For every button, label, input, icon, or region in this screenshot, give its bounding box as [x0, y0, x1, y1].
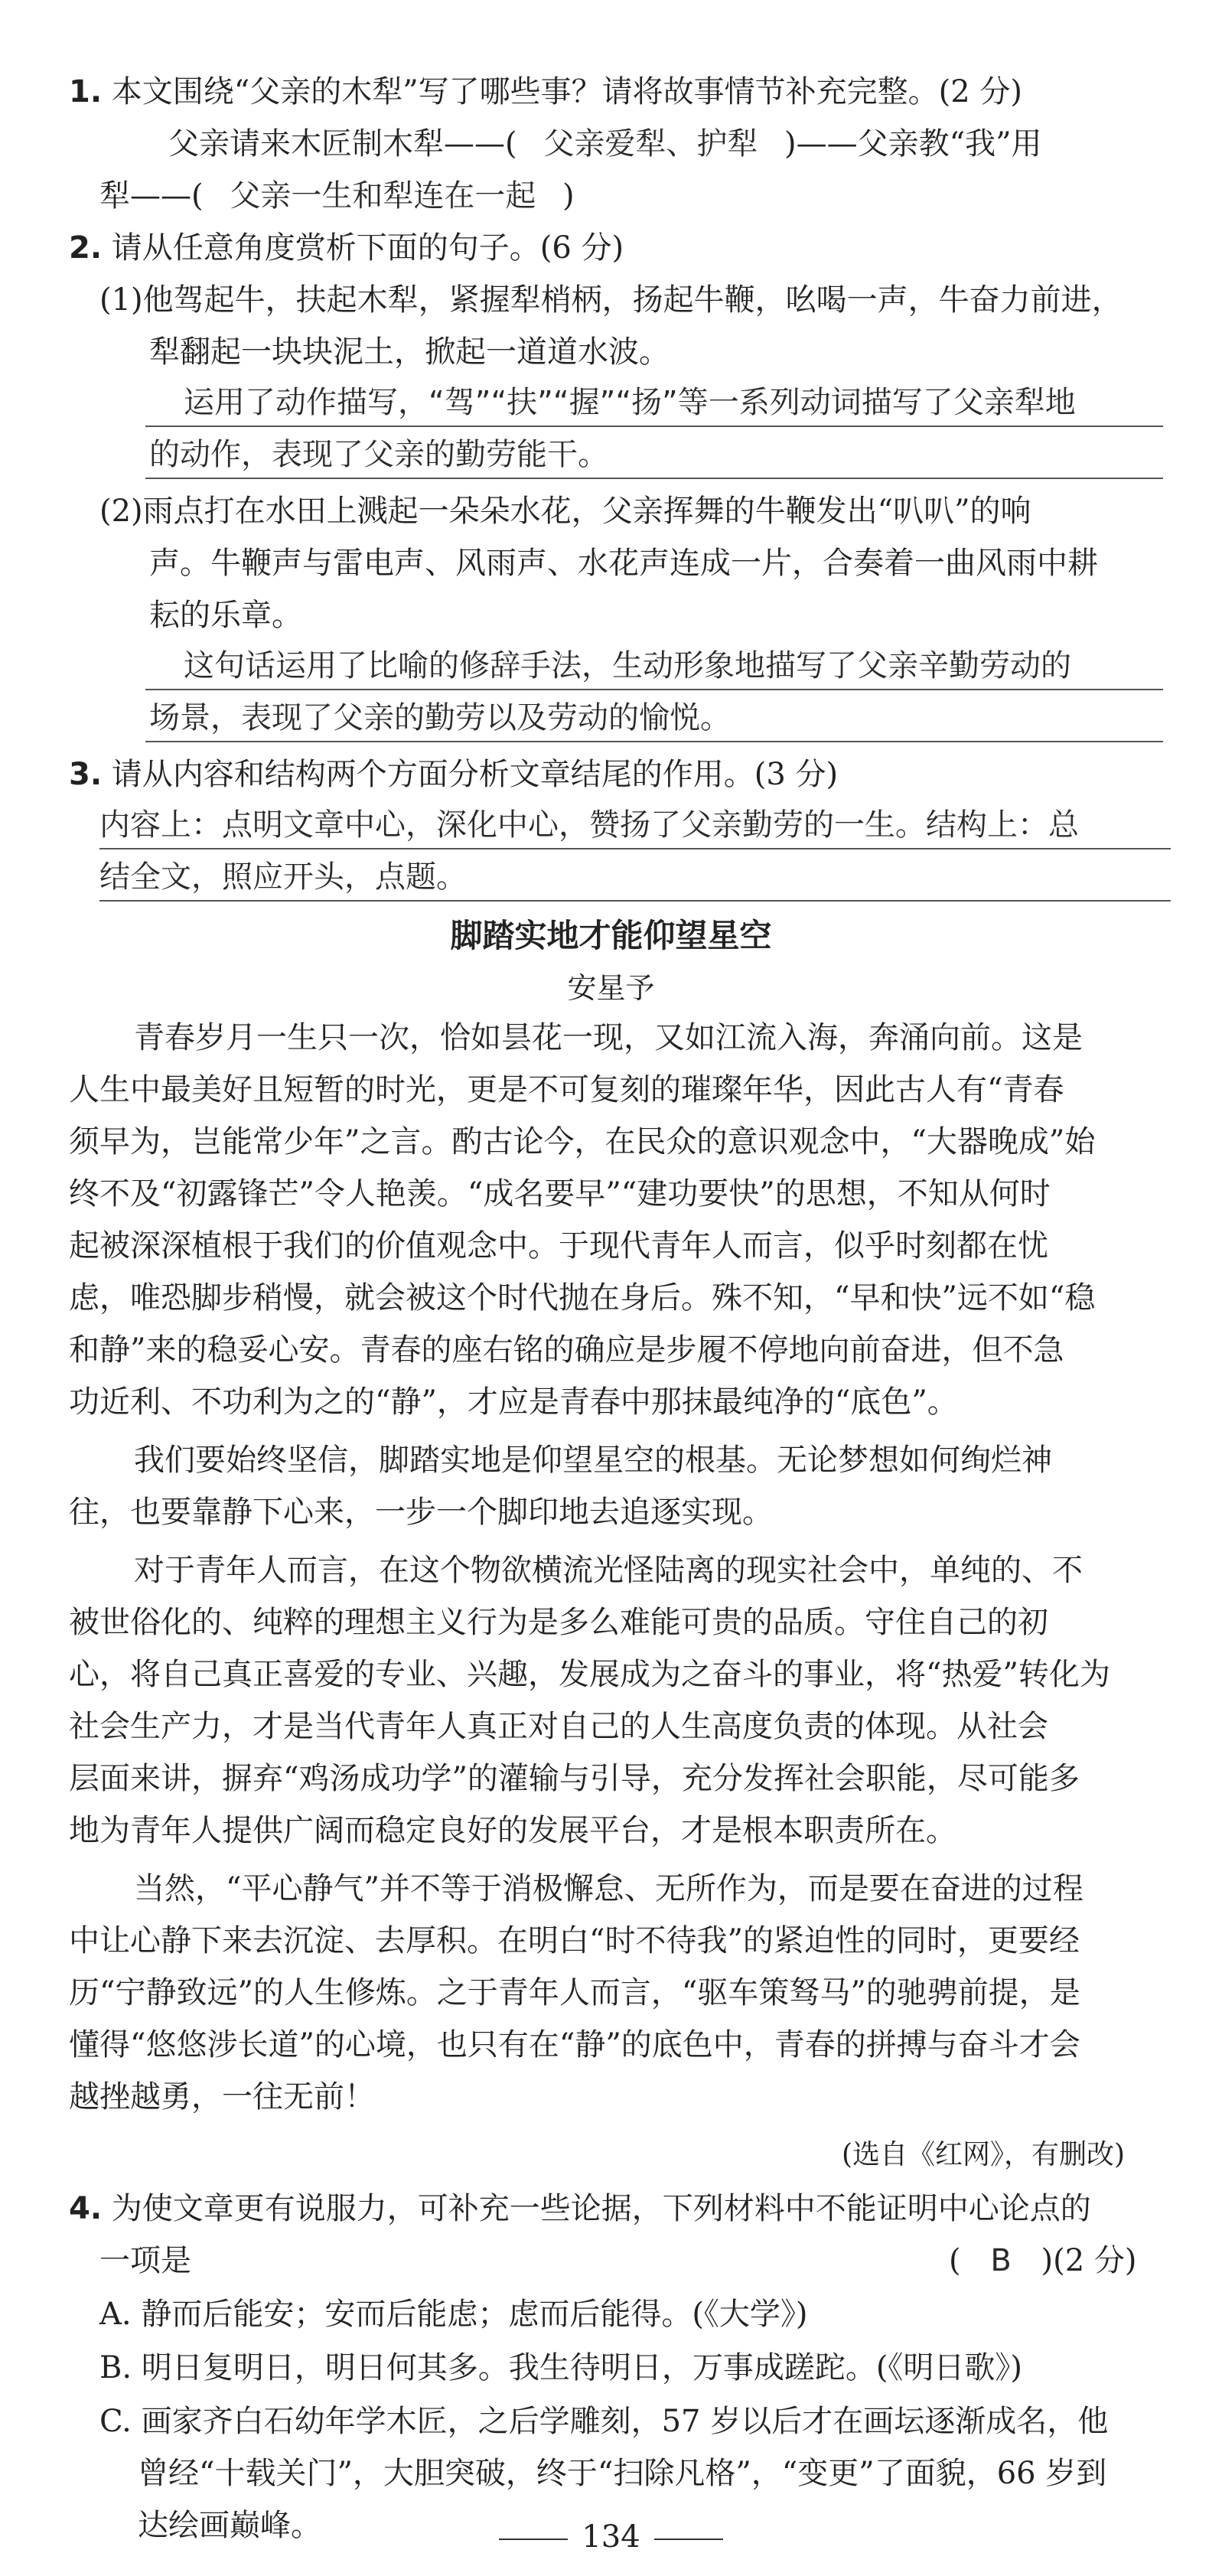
q2-number: 2.	[69, 230, 103, 266]
q2-sentence2-line2: 声。牛鞭声与雷电声、风雨声、水花声连成一片，合奏着一曲风雨中耕	[149, 546, 1098, 581]
q1-answer-1: 父亲爱犁、护犁	[543, 126, 758, 161]
article-line: 我们要始终坚信，脚踏实地是仰望星空的根基。无论梦想如何绚烂神	[134, 1443, 1052, 1478]
q2-answer1-line1: 运用了动作描写，“驾”“扶”“握”“扬”等一系列动词描写了父亲犁地	[184, 385, 1076, 420]
q4-number: 4.	[69, 2191, 103, 2226]
article-line: 层面来讲，摒弃“鸡汤成功学”的灌输与引导，充分发挥社会职能，尽可能多	[69, 1761, 1080, 1796]
article-line: 心，将自己真正喜爱的专业、兴趣，发展成为之奋斗的事业，将“热爱”转化为	[69, 1657, 1110, 1692]
article-line: 人生中最美好且短暂的时光，更是不可复刻的璀璨年华，因此古人有“青春	[69, 1072, 1064, 1107]
q4-prompt-line1	[69, 2187, 1091, 2230]
q3-number: 3.	[69, 757, 103, 792]
footer-dash-right	[654, 2539, 723, 2540]
q3-answer-line1: 内容上：点明文章中心，深化中心，赞扬了父亲勤劳的一生。结构上：总	[99, 807, 1079, 843]
answer-rule	[145, 689, 1163, 690]
q4-answer: B	[990, 2243, 1012, 2278]
article-line: 功近利、不功利为之的“静”，才应是青春中那抹最纯净的“底色”。	[69, 1384, 958, 1420]
answer-rule	[99, 848, 1171, 849]
article-line: 须早为，岂能常少年”之言。酌古论今，在民众的意识观念中，“大器晚成”始	[69, 1124, 1096, 1159]
article-line: 历“宁静致远”的人生修炼。之于青年人而言，“驱车策驽马”的驰骋前提，是	[69, 1975, 1080, 2010]
q2-prompt	[69, 227, 624, 269]
answer-rule	[99, 900, 1171, 902]
q2-answer2-line2: 场景，表现了父亲的勤劳以及劳动的愉悦。	[149, 700, 731, 735]
q1-prompt-text: 本文围绕“父亲的木犁”写了哪些事？请将故事情节补充完整。(2 分)	[111, 74, 1023, 109]
q1-line1-text-a: 父亲请来木匠制木犁——(	[168, 126, 517, 161]
answer-rule	[145, 478, 1163, 479]
page-footer	[0, 2519, 1222, 2555]
article-line: 懂得“悠悠涉长道”的心境，也只有在“静”的底色中，青春的拼搏与奋斗才会	[69, 2027, 1080, 2062]
answer-rule	[145, 426, 1163, 427]
article-line: 当然，“平心静气”并不等于消极懈怠、无所作为，而是要在奋进的过程	[134, 1871, 1084, 1906]
q3-answer-line2: 结全文，照应开头，点题。	[99, 859, 467, 895]
q4-answer-open: (	[949, 2243, 961, 2278]
q4-prompt-line2: 一项是	[99, 2243, 191, 2278]
q4-answer-blank	[949, 2239, 1136, 2282]
article-line: 虑，唯恐脚步稍慢，就会被这个时代抛在身后。殊不知，“早和快”远不如“稳	[69, 1280, 1096, 1316]
article-title: 脚踏实地才能仰望星空	[450, 917, 772, 954]
article-line: 被世俗化的、纯粹的理想主义行为是多么难能可贵的品质。守住自己的初	[69, 1605, 1048, 1640]
article-line: 中让心静下来去沉淀、去厚积。在明白“时不待我”的紧迫性的同时，更要经	[69, 1923, 1080, 1958]
footer-dash-left	[499, 2539, 568, 2540]
q1-line1-text-b: )——父亲教“我”用	[784, 126, 1042, 161]
q1-line2-text-a: 犁——(	[99, 178, 204, 214]
q4-option-b: B. 明日复明日，明日何其多。我生待明日，万事成蹉跎。(《明日歌》)	[99, 2350, 1023, 2385]
q2-answer2-line1: 这句话运用了比喻的修辞手法，生动形象地描写了父亲辛勤劳动的	[184, 648, 1071, 683]
article-line: 起被深深植根于我们的价值观念中。于现代青年人而言，似乎时刻都在忧	[69, 1228, 1048, 1264]
q2-sentence2-line1: (2)雨点打在水田上溅起一朵朵水花，父亲挥舞的牛鞭发出“叭叭”的响	[99, 494, 1031, 529]
q1-fill-line-1	[168, 122, 1042, 165]
q3-prompt-text: 请从内容和结构两个方面分析文章结尾的作用。(3 分)	[111, 757, 839, 792]
article-line: 越挫越勇，一往无前！	[69, 2079, 375, 2115]
page-number: 134	[582, 2519, 640, 2555]
article-line: 青春岁月一生只一次，恰如昙花一现，又如江流入海，奔涌向前。这是	[134, 1020, 1083, 1055]
q1-line2-text-b: )	[562, 178, 575, 214]
q2-sentence1-line2: 犁翻起一块块泥土，掀起一道道水波。	[149, 334, 670, 370]
q4-option-c-line1: C. 画家齐白石幼年学木匠，之后学雕刻，57 岁以后才在画坛逐渐成名，他	[99, 2404, 1109, 2439]
article-source: (选自《红网》，有删改)	[842, 2139, 1126, 2170]
q4-option-a: A. 静而后能安；安而后能虑；虑而后能得。(《大学》)	[99, 2297, 808, 2332]
article-line: 对于青年人而言，在这个物欲横流光怪陆离的现实社会中，单纯的、不	[134, 1553, 1083, 1588]
q4-option-c-line2: 曾经“十载关门”，大胆突破，终于“扫除凡格”，“变更”了面貌，66 岁到	[138, 2456, 1107, 2491]
q2-sentence2-line3: 耘的乐章。	[149, 598, 302, 633]
q4-option-c-line3: 达绘画巅峰。	[138, 2508, 321, 2543]
q4-answer-close: )(2 分)	[1041, 2243, 1137, 2278]
article-line: 往，也要靠静下心来，一步一个脚印地去追逐实现。	[69, 1495, 773, 1530]
q2-sentence1-line1: (1)他驾起牛，扶起木犁，紧握犁梢柄，扬起牛鞭，吆喝一声，牛奋力前进，	[99, 282, 1123, 318]
q2-prompt-text: 请从任意角度赏析下面的句子。(6 分)	[111, 230, 624, 266]
q3-prompt	[69, 753, 838, 796]
article-author: 安星予	[567, 971, 655, 1005]
answer-rule	[145, 741, 1163, 742]
q4-prompt-text: 为使文章更有说服力，可补充一些论据，下列材料中不能证明中心论点的	[111, 2191, 1091, 2226]
q1-prompt	[69, 70, 1022, 113]
q2-answer1-line2: 的动作，表现了父亲的勤劳能干。	[149, 437, 608, 472]
article-line: 地为青年人提供广阔而稳定良好的发展平台，才是根本职责所在。	[69, 1813, 956, 1848]
article-line: 终不及“初露锋芒”令人艳羡。“成名要早”“建功要快”的思想，不知从何时	[69, 1176, 1051, 1211]
q1-number: 1.	[69, 74, 103, 109]
q1-answer-2: 父亲一生和犁连在一起	[230, 178, 536, 214]
article-line: 社会生产力，才是当代青年人真正对自己的人生高度负责的体现。从社会	[69, 1709, 1048, 1744]
q1-fill-line-2	[99, 174, 575, 217]
article-line: 和静”来的稳妥心安。青春的座右铭的确应是步履不停地向前奋进，但不急	[69, 1332, 1064, 1368]
